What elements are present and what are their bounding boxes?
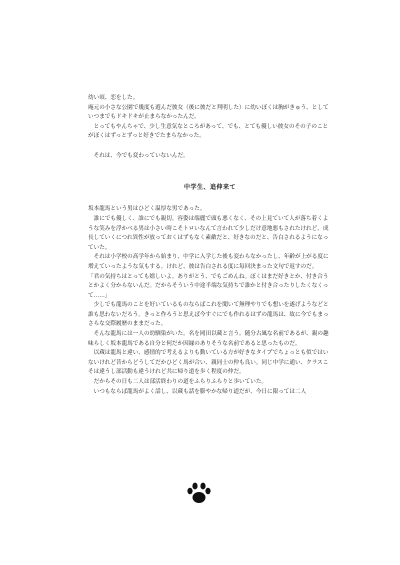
body-paragraph-3: それは小学校の高学年から始まり、中学に入学した後も変わらなかったし、年齢が上がる度に増えていったような気もする。けれど、彼は告白される度に毎回決まった文句で返すのだ。 [88,254,329,270]
intro-paragraph-4: それは、今でも変わっていないんだ。 [93,152,189,159]
body-dialogue: 「君の気持ちはとっても嬉しいよ。ありがとう、でもごめんね。ぼくはまだ好きとか、付き合うとかよく分からないんだ。だからそういう中途半端な気持ちで誰かと付き合ったりしたくなくって……」 [88,273,329,299]
body-paragraph-6: そんな龍馬には一人の幼馴染がいた。名を岡田以蔵と言う。随分古風な名前であるが、親の趣味らしく坂本龍馬である自分と何だか因縁のありそうな名前であると思ったものだ。 [88,331,329,347]
chapter-title: 中学生、追伸来て [183,184,236,192]
body-paragraph-2: 誰にでも優しく、誰にでも親切。容姿は端麗で頭も悪くなく、その上見ていて人が落ち着くような笑みを浮かべる男は小さい時こそトロいなんて言われて少しだけ意地悪もされたけれど、成長していくにつれ異性が放っておくはずもなく素敵だと、好きなのだと、告白されるようになっていた。 [88,215,329,251]
body-paragraph-8: だからその日も二人は部活終わりの道をふらりふらりと歩いていた。 [93,379,268,386]
body-paragraph-1: 坂本龍馬という男はひどく温厚な男であった。 [88,206,206,213]
intro-paragraph-3: とってもやんちゃで、少し生意気なところがあって、でも、とても優しい彼女のその子のことがぼくはずっとずっと好きでたまらなかった。 [88,123,329,140]
intro-paragraph-2: 庵元の小さな公園で幾度も遊んだ彼女（後に彼だと判明した）に幼いぼくは胸がきゅう、としていつまでもドキドキが止まらなかったんだ。 [88,104,329,121]
body-paragraph-5: 少しでも龍馬のことを好いているものならばこれを聞いて無理やりでも想いを遂げようなどと誰も思わないだろう。きっと作ろうと思えば今すぐにでも作れるはずの龍馬は、故に今でもまっさらな交際履歴のままだった。 [88,302,329,328]
body-paragraph-9: いつもならば龍馬がよく話し、以蔵も話を膨やかな帰り道だが、今日に限っては二人 [93,388,307,395]
intro-line-1: 幼い頃、恋をした。 [88,95,139,101]
paw-print-icon [186,481,212,505]
document-page [88,94,332,397]
body-paragraph-7: 以蔵は龍馬と違い、感情的で考えるよりも動いている方が好きなタイプでちょっとも似ではいないけれど昔からどうしてだかひどく馬が合い、親同士の仲も良い。同じ中学に通い、クラスこそは違うし部活動も違うけれど共に帰り道を歩く程度の仲だ。 [88,350,329,376]
